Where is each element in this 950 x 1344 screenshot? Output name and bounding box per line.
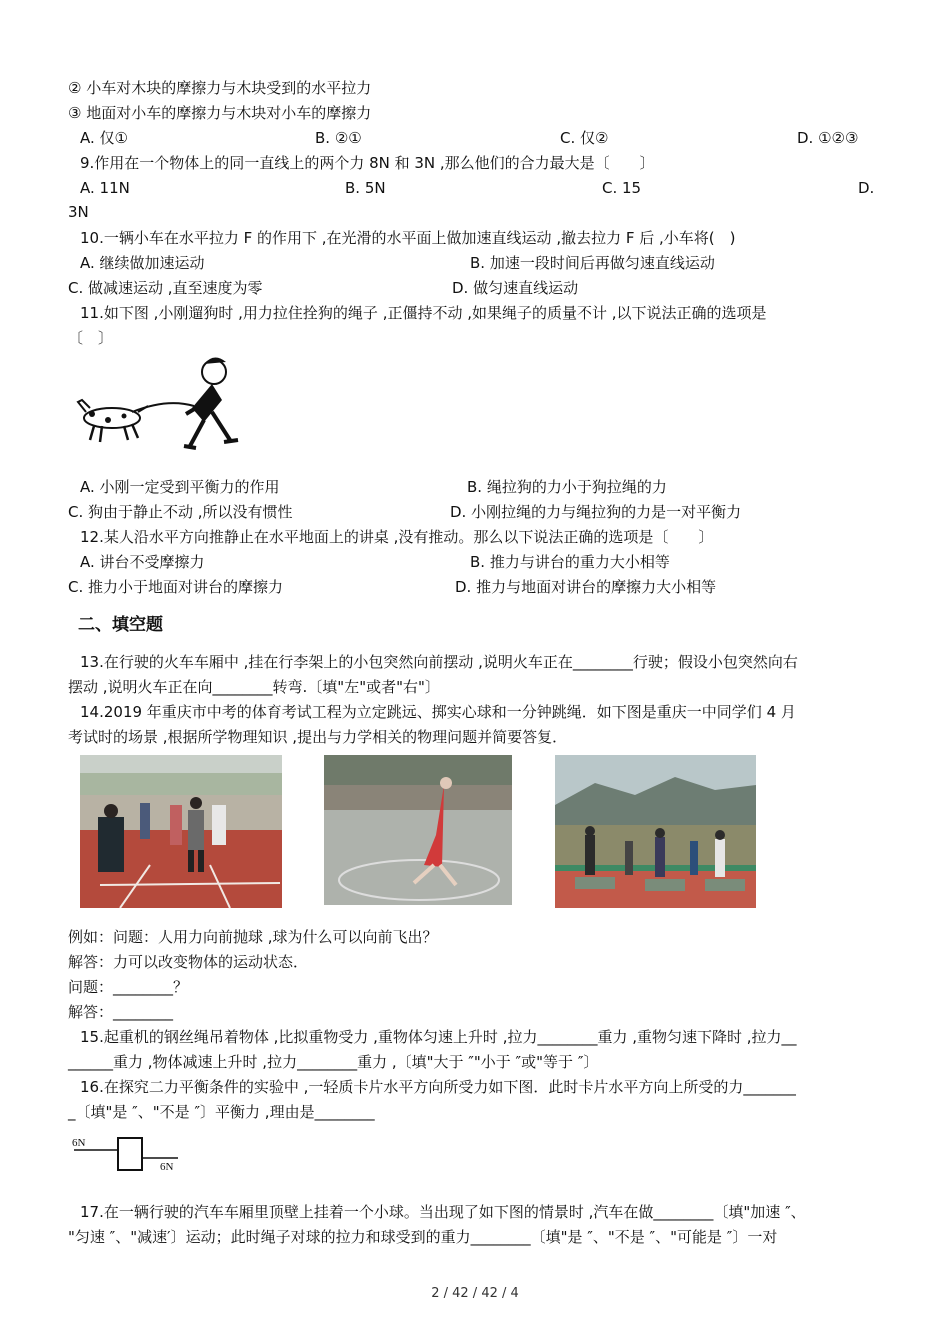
q8-option-c: C. 仅②	[560, 129, 609, 147]
q14-line-1: 14.2019 年重庆市中考的体育考试工程为立定跳远、掷实心球和一分钟跳绳．如下图是重庆一中同学们 4 月	[80, 703, 796, 721]
q11-paren: 〔 〕	[68, 329, 114, 347]
example-question: 例如：问题：人用力向前抛球 ,球为什么可以向前飞出？	[68, 928, 438, 946]
q15-line-1: 15.起重机的钢丝绳吊着物体 ,比拟重物受力 ,重物体匀速上升时 ,拉力________重力 ,重物匀速下降时 ,拉力__	[80, 1028, 797, 1046]
q9-option-a: A. 11N	[80, 179, 130, 197]
q11-option-c: C. 狗由于静止不动 ,所以没有惯性	[68, 503, 293, 521]
q12-option-a: A. 讲台不受摩擦力	[80, 553, 205, 571]
q8-option-d: D. ①②③	[797, 129, 859, 147]
page-number: 2 / 42 / 42 / 4	[431, 1286, 519, 1301]
q9-option-b: B. 5N	[345, 179, 386, 197]
q12-option-c: C. 推力小于地面对讲台的摩擦力	[68, 578, 284, 596]
q13-line-1: 13.在行驶的火车车厢中 ,挂在行李架上的小包突然向前摆动 ,说明火车正在________行驶；假设小包突然向右	[80, 653, 798, 671]
q10-option-a: A. 继续做加速运动	[80, 254, 205, 272]
example-answer: 解答：力可以改变物体的运动状态．	[68, 953, 309, 971]
q9-option-c: C. 15	[602, 179, 642, 197]
force-balance-diagram	[68, 1132, 183, 1176]
q16-line-2: _〔填"是 ″、"不是 ″〕平衡力 ,理由是________	[68, 1103, 375, 1121]
blank-answer: 解答：________	[68, 1003, 174, 1021]
q12-option-b: B. 推力与讲台的重力大小相等	[470, 553, 670, 571]
q10-stem: 10.一辆小车在水平拉力 F 的作用下 ,在光滑的水平面上做加速直线运动 ,撤去拉力 F 后 ,小车将( )	[80, 229, 736, 247]
q17-line-2: "匀速 ″、"减速′〕运动；此时绳子对球的拉力和球受到的重力________〔填"是 ″、"不是 ″、"可能是 ″〕一对	[68, 1228, 778, 1246]
q14-line-2: 考试时的场景 ,根据所学物理知识 ,提出与力学相关的物理问题并简要答复．	[68, 728, 568, 746]
card	[118, 1138, 142, 1170]
q9-option-d-value: 3N	[68, 203, 89, 221]
q8-option-a: A. 仅①	[80, 129, 128, 147]
q10-option-b: B. 加速一段时间后再做匀速直线运动	[470, 254, 715, 272]
force-label-right: 6N	[160, 1161, 174, 1173]
q9-option-d: D.	[858, 179, 875, 197]
q13-line-2: 摆动 ,说明火车正在向________转弯.〔填"左"或者"右"〕	[68, 678, 440, 696]
q10-option-d: D. 做匀速直线运动	[452, 279, 579, 297]
q10-option-c: C. 做减速运动 ,直至速度为零	[68, 279, 263, 297]
q11-stem: 11.如下图 ,小刚遛狗时 ,用力拉住拴狗的绳子 ,正僵持不动 ,如果绳子的质量不计 ,以下说法正确的选项是	[80, 304, 767, 322]
photo-standing-long-jump	[80, 755, 282, 908]
q8-option-b: B. ②①	[315, 129, 362, 147]
q12-stem: 12.某人沿水平方向推静止在水平地面上的讲桌 ,没有推动。那么以下说法正确的选项是〔 〕	[80, 528, 714, 546]
dog-walking-illustration	[72, 350, 242, 456]
q9-stem: 9.作用在一个物体上的同一直线上的两个力 8N 和 3N ,那么他们的合力最大是〔 〕	[80, 154, 655, 172]
q16-line-1: 16.在探究二力平衡条件的实验中 ,一轻质卡片水平方向所受力如下图．此时卡片水平方向上所受的力_______	[80, 1078, 796, 1096]
q12-option-d: D. 推力与地面对讲台的摩擦力大小相等	[455, 578, 717, 596]
photo-shot-put	[324, 755, 512, 905]
q8-item-2: ② 小车对木块的摩擦力与木块受到的水平拉力	[68, 79, 372, 97]
q8-item-3: ③ 地面对小车的摩擦力与木块对小车的摩擦力	[68, 104, 372, 122]
q11-option-b: B. 绳拉狗的力小于狗拉绳的力	[467, 478, 667, 496]
q15-line-2: ______重力 ,物体减速上升时 ,拉力________重力 ,〔填"大于 ″"小于 ″或"等于 ″〕	[68, 1053, 599, 1071]
blank-question: 问题：________？	[68, 978, 189, 996]
q17-line-1: 17.在一辆行驶的汽车车厢里顶壁上挂着一个小球。当出现了如下图的情景时 ,汽车在做________〔填"加速 ″、	[80, 1203, 806, 1221]
force-label-left: 6N	[72, 1137, 86, 1149]
q11-option-a: A. 小刚一定受到平衡力的作用	[80, 478, 280, 496]
q11-option-d: D. 小刚拉绳的力与绳拉狗的力是一对平衡力	[450, 503, 742, 521]
section-heading-fill-blank: 二、填空题	[78, 615, 163, 635]
photo-rope-skipping	[555, 755, 756, 908]
